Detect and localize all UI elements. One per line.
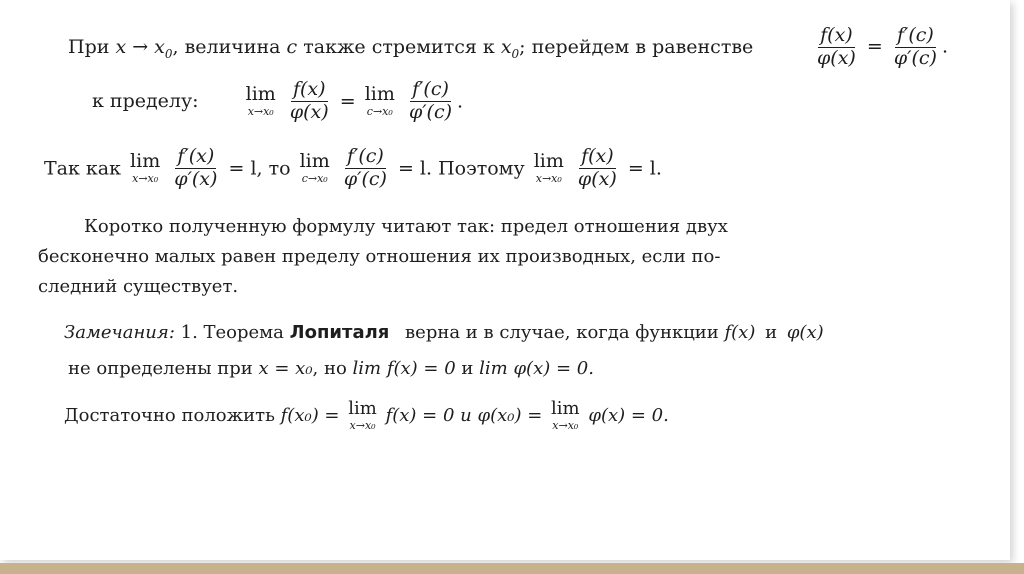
math: φ(x) = 0.	[588, 405, 669, 426]
math: c	[286, 36, 298, 58]
math: f(x₀) =	[280, 405, 340, 426]
equals: =	[339, 90, 356, 113]
line-3	[44, 147, 662, 190]
paragraph-line: следний существует.	[38, 276, 239, 297]
paragraph	[38, 212, 778, 302]
bottom-bar	[0, 563, 1024, 574]
numerator: f′(c)	[897, 24, 934, 46]
math: lim f(x) = 0	[352, 358, 456, 379]
text: также стремится к	[297, 36, 501, 58]
math-sub: 0	[164, 46, 173, 61]
text: = l.	[627, 157, 662, 180]
line-2	[92, 80, 463, 123]
math: lim φ(x) = 0.	[479, 358, 594, 379]
fraction	[172, 147, 219, 190]
last-line	[64, 400, 669, 431]
text: и	[455, 358, 480, 379]
text: , величина	[172, 36, 287, 58]
math: φ(x)	[786, 322, 824, 343]
denominator: φ(x)	[817, 46, 856, 69]
numerator: f(x)	[581, 145, 614, 167]
lim-sub: c→x₀	[366, 105, 393, 119]
math: x	[500, 36, 512, 58]
denominator: φ(x)	[289, 100, 329, 123]
lim-sub: c→x₀	[301, 172, 328, 186]
limit	[365, 85, 395, 117]
lim-word: lim	[130, 150, 161, 173]
denominator: φ′(x)	[174, 167, 218, 190]
limit	[534, 152, 564, 184]
theorem-name: Лопиталя	[289, 322, 390, 343]
text: верна и в случае, когда функции	[399, 322, 725, 343]
lim-sub: x→x₀	[247, 105, 274, 119]
text: Достаточно положить	[64, 405, 281, 426]
lim-sub: x→x₀	[132, 172, 159, 186]
text: При	[68, 36, 116, 58]
math: x = x₀	[258, 358, 313, 379]
limit	[551, 400, 580, 431]
text: и	[759, 322, 783, 343]
line-1	[68, 36, 753, 61]
numerator: f′(x)	[177, 145, 215, 167]
remark-label: Замечания:	[64, 322, 175, 343]
numerator: f(x)	[292, 78, 326, 100]
dot: .	[941, 35, 949, 58]
fraction	[342, 147, 389, 190]
text: к пределу:	[92, 90, 199, 113]
remark-line-1	[64, 322, 824, 343]
lim-word: lim	[364, 83, 395, 106]
lim-word: lim	[245, 83, 276, 106]
text: 1. Теорема	[174, 322, 290, 343]
limit	[300, 152, 330, 184]
fraction	[815, 26, 858, 69]
lim-word: lim	[533, 150, 564, 173]
text: ; перейдем в равенстве	[519, 36, 754, 58]
lim-word: lim	[299, 150, 330, 173]
remark-line-2	[68, 358, 594, 379]
equation-1	[812, 26, 948, 69]
lim-sub: x→x₀	[552, 419, 579, 432]
math-sub: 0	[511, 46, 520, 61]
numerator: f′(c)	[412, 78, 449, 100]
paragraph-line: бесконечно малых равен пределу отношения их производных, если по-	[38, 246, 721, 267]
lim-word: lim	[551, 398, 580, 419]
limit	[246, 85, 276, 117]
fraction	[407, 80, 454, 123]
lim-sub: x→x₀	[535, 172, 562, 186]
denominator: φ′(c)	[893, 46, 937, 69]
dot: .	[457, 90, 464, 113]
paragraph-line: Коротко полученную формулу читают так: предел отношения двух	[84, 216, 728, 237]
limit	[348, 400, 377, 431]
text: , но	[312, 358, 353, 379]
lim-sub: x→x₀	[349, 419, 376, 432]
text: не определены при	[68, 358, 259, 379]
numerator: f(x)	[820, 24, 853, 46]
math: f(x) = 0 и	[385, 405, 478, 426]
text: = l, то	[228, 157, 291, 180]
numerator: f′(c)	[346, 145, 384, 167]
limit	[130, 152, 160, 184]
fraction	[576, 147, 619, 190]
text: Так как	[44, 157, 121, 180]
lim-word: lim	[348, 398, 377, 419]
math: φ(x₀) =	[477, 405, 543, 426]
denominator: φ′(c)	[343, 167, 387, 190]
math: x → x	[115, 36, 165, 58]
denominator: φ(x)	[577, 167, 617, 190]
text: = l. Поэтому	[397, 157, 525, 180]
math: f(x)	[724, 322, 756, 343]
fraction	[892, 26, 939, 69]
fraction	[288, 80, 331, 123]
equals: =	[866, 35, 883, 58]
denominator: φ′(c)	[408, 100, 453, 123]
